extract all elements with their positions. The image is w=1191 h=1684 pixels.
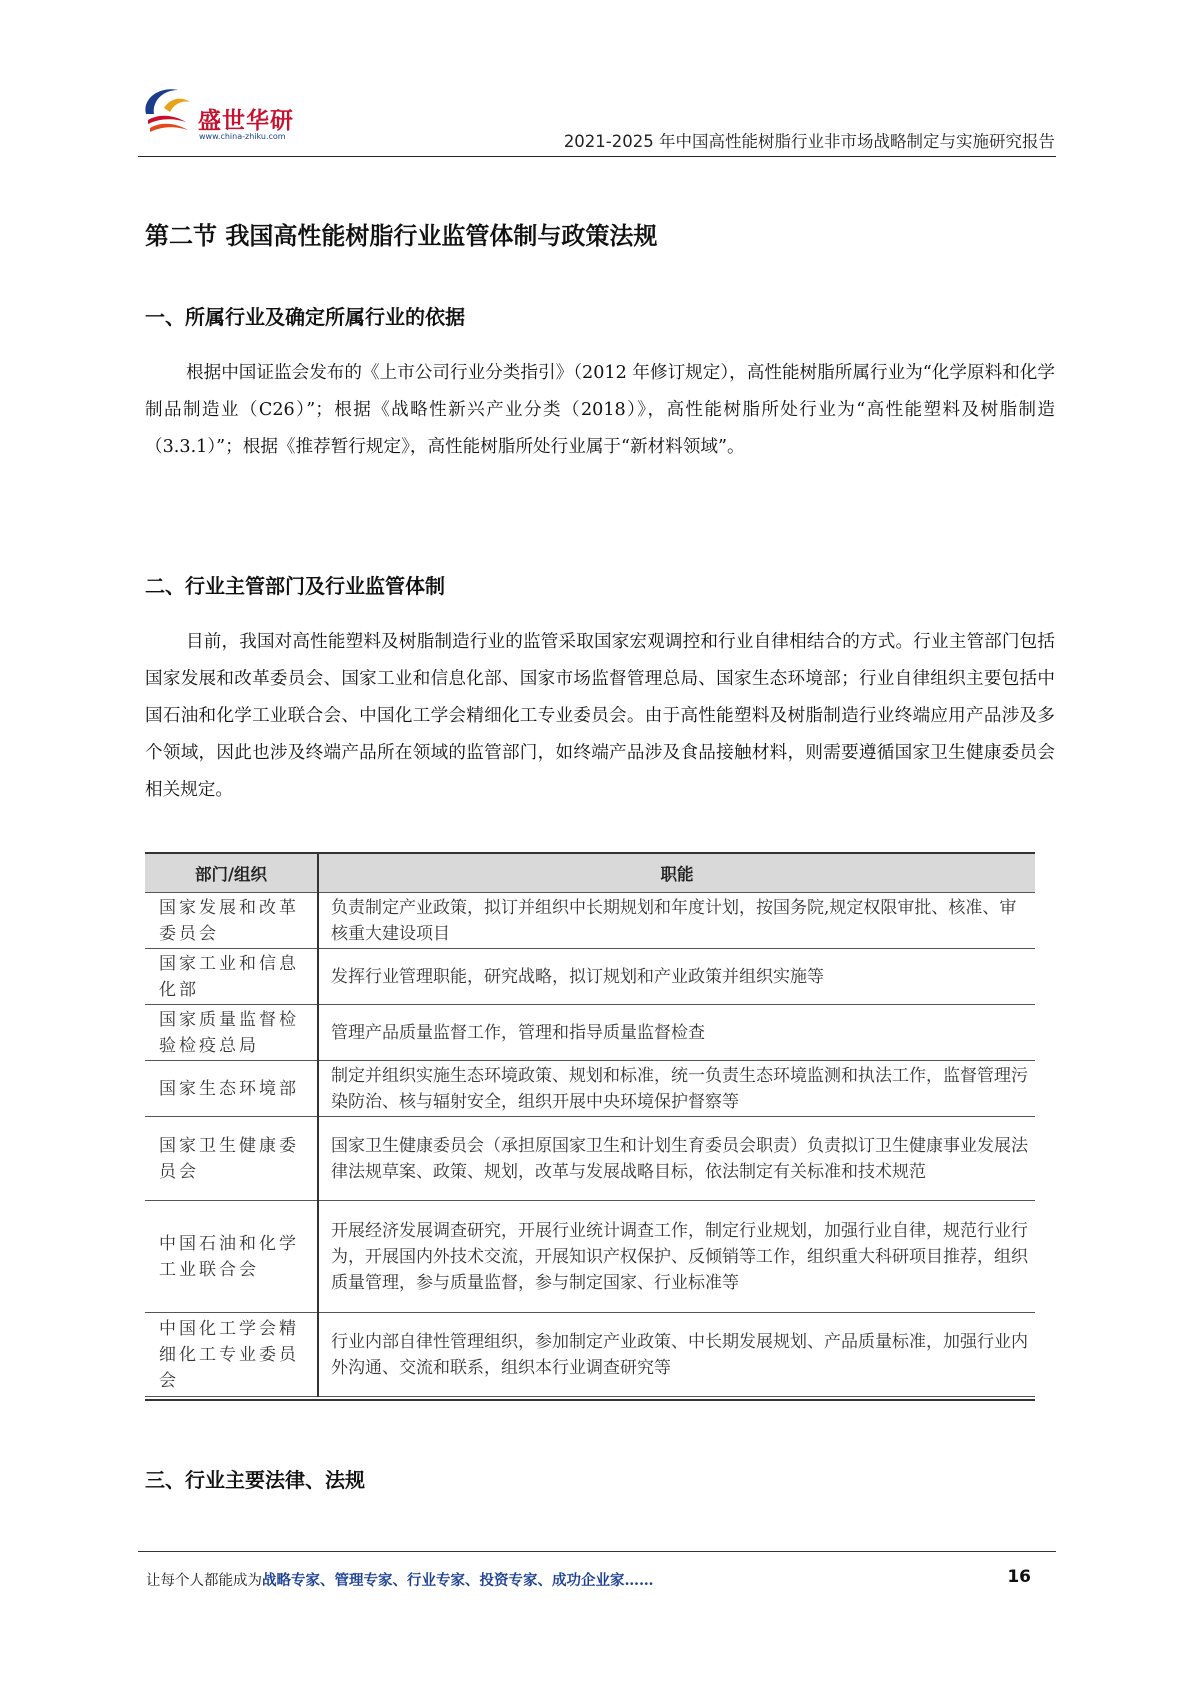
logo-emblem-icon	[138, 84, 196, 142]
duty-cell: 开展经济发展调查研究，开展行业统计调查工作，制定行业规划，加强行业自律，规范行业行为，开展国内外技术交流，开展知识产权保护、反倾销等工作，组织重大科研项目推荐，组织质量管理，参与质量监督，参与制定国家、行业标准等	[318, 1201, 1035, 1313]
paragraph-industry-classification: 根据中国证监会发布的《上市公司行业分类指引》（2012 年修订规定），高性能树脂所属行业为“化学原料和化学制品制造业（C26）”；根据《战略性新兴产业分类（2018）》，高性能树脂所处行业为“高性能塑料及树脂制造（3.3.1）”；根据《推荐暂行规定》，高性能树脂所处行业属于“新材料领域”。	[145, 363, 1055, 457]
report-title: 2021-2025 年中国高性能树脂行业非市场战略制定与实施研究报告	[563, 132, 1055, 151]
logo-url: www.china-zhiku.com	[199, 132, 286, 141]
table-row	[145, 1201, 1035, 1313]
paragraph-regulatory-system: 目前，我国对高性能塑料及树脂制造行业的监管采取国家宏观调控和行业自律相结合的方式。行业主管部门包括国家发展和改革委员会、国家工业和信息化部、国家市场监督管理总局、国家生态环境部；行业自律组织主要包括中国石油和化学工业联合会、中国化工学会精细化工专业委员会。由于高性能塑料及树脂制造行业终端应用产品涉及多个领域，因此也涉及终端产品所在领域的监管部门，如终端产品涉及食品接触材料，则需要遵循国家卫生健康委员会相关规定。	[145, 632, 1055, 800]
dept-cell: 中国化工学会精细化工专业委员会	[145, 1313, 318, 1397]
footer-divider	[138, 1551, 1056, 1552]
dept-cell: 中国石油和化学工业联合会	[145, 1201, 318, 1313]
table-row	[145, 1005, 1035, 1061]
dept-cell: 国家工业和信息化部	[145, 949, 318, 1005]
column-header-duty: 职能	[318, 853, 1035, 893]
table-row	[145, 893, 1035, 949]
section-title: 第二节 我国高性能树脂行业监管体制与政策法规	[145, 222, 658, 250]
logo-name: 盛世华研	[198, 108, 294, 134]
dept-cell: 国家生态环境部	[145, 1061, 318, 1117]
duty-cell: 制定并组织实施生态环境政策、规划和标准，统一负责生态环境监测和执法工作，监督管理污染防治、核与辐射安全，组织开展中央环境保护督察等	[318, 1061, 1035, 1117]
table-row	[145, 1313, 1035, 1397]
duty-cell: 负责制定产业政策，拟订并组织中长期规划和年度计划，按国务院,规定权限审批、核准、审核重大建设项目	[318, 893, 1035, 949]
duty-cell: 行业内部自律性管理组织，参加制定产业政策、中长期发展规划、产品质量标准，加强行业内外沟通、交流和联系，组织本行业调查研究等	[318, 1313, 1035, 1397]
footer-slogan	[146, 1569, 654, 1590]
table-row	[145, 1117, 1035, 1201]
header-divider	[138, 156, 1056, 157]
dept-cell: 国家质量监督检验检疫总局	[145, 1005, 318, 1061]
company-logo	[138, 80, 318, 148]
table-header-row	[145, 853, 1035, 893]
duty-cell: 发挥行业管理职能，研究战略，拟订规划和产业政策并组织实施等	[318, 949, 1035, 1005]
dept-cell: 国家卫生健康委员会	[145, 1117, 318, 1201]
heading-regulatory-system: 二、行业主管部门及行业监管体制	[145, 574, 445, 598]
duty-cell: 管理产品质量监督工作，管理和指导质量监督检查	[318, 1005, 1035, 1061]
table-bottom-rule	[145, 1399, 1035, 1401]
regulator-table	[145, 852, 1035, 1401]
dept-cell: 国家发展和改革委员会	[145, 893, 318, 949]
heading-laws-regulations: 三、行业主要法律、法规	[145, 1468, 365, 1492]
footer-slogan-prefix: 让每个人都能成为	[146, 1573, 262, 1589]
table-row	[145, 949, 1035, 1005]
footer-slogan-highlight: 战略专家、管理专家、行业专家、投资专家、成功企业家……	[262, 1572, 654, 1589]
page-number: 16	[1007, 1567, 1031, 1587]
table-row	[145, 1061, 1035, 1117]
duty-cell: 国家卫生健康委员会（承担原国家卫生和计划生育委员会职责）负责拟订卫生健康事业发展法律法规草案、政策、规划，改革与发展战略目标，依法制定有关标准和技术规范	[318, 1117, 1035, 1201]
column-header-dept: 部门/组织	[145, 853, 318, 893]
heading-industry-classification: 一、所属行业及确定所属行业的依据	[145, 305, 465, 329]
